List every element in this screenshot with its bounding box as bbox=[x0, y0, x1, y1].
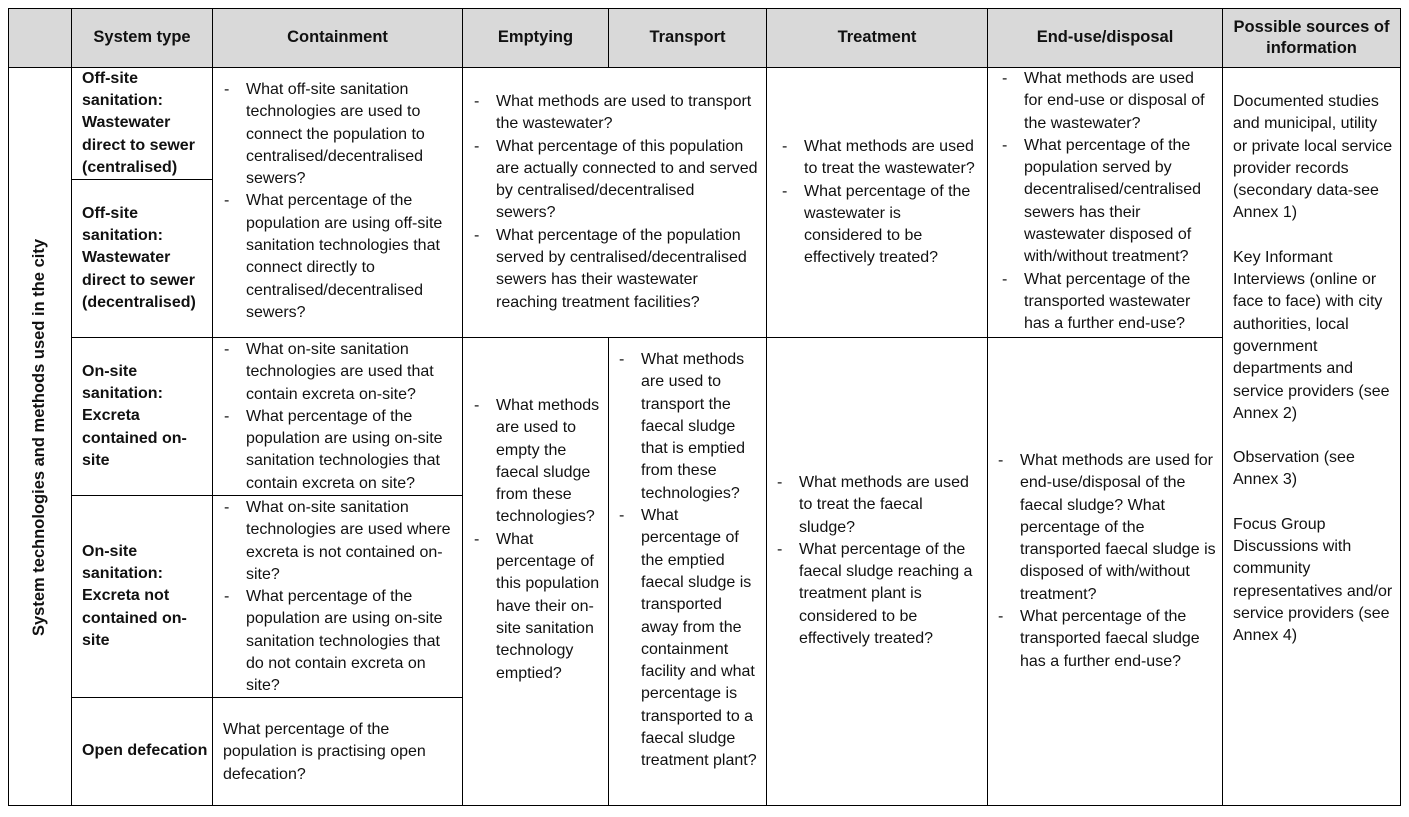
header-sources: Possible sources of information bbox=[1223, 8, 1400, 67]
system-type-open-defecation: Open defecation bbox=[82, 742, 208, 760]
header-bottom-border bbox=[8, 67, 1401, 68]
column-divider bbox=[987, 8, 988, 806]
question-item: - What methods are used to treat the faecal sludge? bbox=[799, 472, 981, 539]
containment-onsite-not-contained bbox=[246, 497, 458, 698]
sources-column bbox=[1233, 91, 1395, 670]
row-divider bbox=[72, 495, 463, 496]
treatment-onsite bbox=[799, 472, 981, 650]
question-item: - What percentage of the transported wastewater has a further end-use? bbox=[1024, 269, 1216, 336]
question-item: - What percentage of the population served by centralised/decentralised sewers has their wastewater reaching treatment facilities? bbox=[496, 225, 758, 314]
question-item: - What percentage of the wastewater is considered to be effectively treated? bbox=[804, 181, 982, 270]
header-system-type: System type bbox=[72, 8, 212, 67]
question-item: - What percentage of this population are actually connected to and served by centralised/decentralised sewers? bbox=[496, 136, 758, 225]
table-top-border bbox=[8, 8, 1401, 9]
question-item: - What off-site sanitation technologies are used to connect the population to centralised/decentralised sewers? bbox=[246, 79, 458, 190]
question-item: - What percentage of the population are using on-site sanitation technologies that contain excreta on site? bbox=[246, 406, 458, 495]
question-item: - What methods are used to empty the faecal sludge from these technologies? bbox=[496, 395, 602, 529]
column-divider bbox=[1222, 8, 1223, 806]
header-blank bbox=[8, 8, 71, 67]
containment-onsite-contained bbox=[246, 339, 458, 495]
question-text: What percentage of the population is practising open defecation? bbox=[223, 721, 426, 783]
system-type-offsite-decentralised: Off-site sanitation: Wastewater direct to sewer (decentralised) bbox=[82, 204, 196, 311]
row-divider bbox=[72, 337, 1222, 338]
question-item: - What on-site sanitation technologies are used where excreta is not contained on-site? bbox=[246, 497, 458, 586]
end-use-offsite bbox=[1024, 68, 1216, 336]
system-type-onsite-contained: On-site sanitation: Excreta contained on-site bbox=[82, 362, 187, 469]
table-left-border bbox=[8, 8, 9, 806]
header-transport: Transport bbox=[609, 8, 766, 67]
source-observation: Observation (see Annex 3) bbox=[1233, 449, 1355, 489]
question-item: - What methods are used to transport the faecal sludge that is emptied from these technologies? bbox=[641, 349, 761, 505]
system-type-offsite-centralised: Off-site sanitation: Wastewater direct to sewer (centralised) bbox=[82, 69, 195, 176]
column-divider bbox=[462, 8, 463, 806]
table-bottom-border bbox=[8, 805, 1401, 806]
row-group-label: System technologies and methods used in the city bbox=[30, 238, 48, 636]
row-divider bbox=[72, 697, 463, 698]
system-type-onsite-not-contained: On-site sanitation: Excreta not contained on-site bbox=[82, 542, 187, 649]
question-item: - What percentage of the emptied faecal sludge is transported away from the containment facility and what percentage is transported to a faecal sludge treatment plant? bbox=[641, 505, 761, 773]
row-divider bbox=[72, 179, 213, 180]
column-divider bbox=[71, 8, 72, 806]
header-treatment: Treatment bbox=[767, 8, 987, 67]
question-item: - What methods are used to treat the wastewater? bbox=[804, 136, 982, 181]
containment-open-defecation bbox=[223, 719, 455, 786]
header-emptying: Emptying bbox=[463, 8, 608, 67]
question-item: - What percentage of the population are using off-site sanitation technologies that connect directly to centralised/decentralised sewers? bbox=[246, 190, 458, 324]
question-item: - What percentage of this population have their on-site sanitation technology emptied? bbox=[496, 529, 602, 685]
table-right-border bbox=[1400, 8, 1401, 806]
column-divider bbox=[212, 8, 213, 806]
column-divider-emptying-transport-onsite bbox=[608, 337, 609, 806]
emptying-transport-offsite bbox=[496, 91, 758, 314]
header-end-use: End-use/disposal bbox=[988, 8, 1222, 67]
question-item: - What percentage of the population are using on-site sanitation technologies that do not contain excreta on site? bbox=[246, 586, 458, 697]
question-item: - What on-site sanitation technologies are used that contain excreta on-site? bbox=[246, 339, 458, 406]
question-item: - What methods are used for end-use or disposal of the wastewater? bbox=[1024, 68, 1216, 135]
transport-onsite bbox=[641, 349, 761, 773]
end-use-onsite bbox=[1020, 450, 1216, 673]
column-divider bbox=[766, 8, 767, 806]
source-focus-group-discussions: Focus Group Discussions with community representatives and/or service providers (see Annex 4) bbox=[1233, 515, 1393, 645]
containment-offsite bbox=[246, 79, 458, 324]
source-key-informant-interviews: Key Informant Interviews (online or face to face) with city authorities, local government departments and service providers (see Annex 2) bbox=[1233, 248, 1390, 422]
header-containment: Containment bbox=[213, 8, 462, 67]
question-item: - What percentage of the transported faecal sludge has a further end-use? bbox=[1020, 606, 1216, 673]
question-item: - What methods are used for end-use/disposal of the faecal sludge? What percentage of the transported faecal sludge is disposed of with/without treatment? bbox=[1020, 450, 1216, 606]
question-item: - What methods are used to transport the wastewater? bbox=[496, 91, 758, 136]
source-secondary-data: Documented studies and municipal, utility or private local service provider records (secondary data-see Annex 1) bbox=[1233, 93, 1393, 222]
emptying-onsite bbox=[496, 395, 602, 685]
question-item: - What percentage of the faecal sludge reaching a treatment plant is considered to be effectively treated? bbox=[799, 539, 981, 650]
treatment-offsite bbox=[804, 136, 982, 270]
question-item: - What percentage of the population served by decentralised/centralised sewers has their wastewater disposed of with/without treatment? bbox=[1024, 135, 1216, 269]
column-divider-emptying-transport-header bbox=[608, 8, 609, 68]
